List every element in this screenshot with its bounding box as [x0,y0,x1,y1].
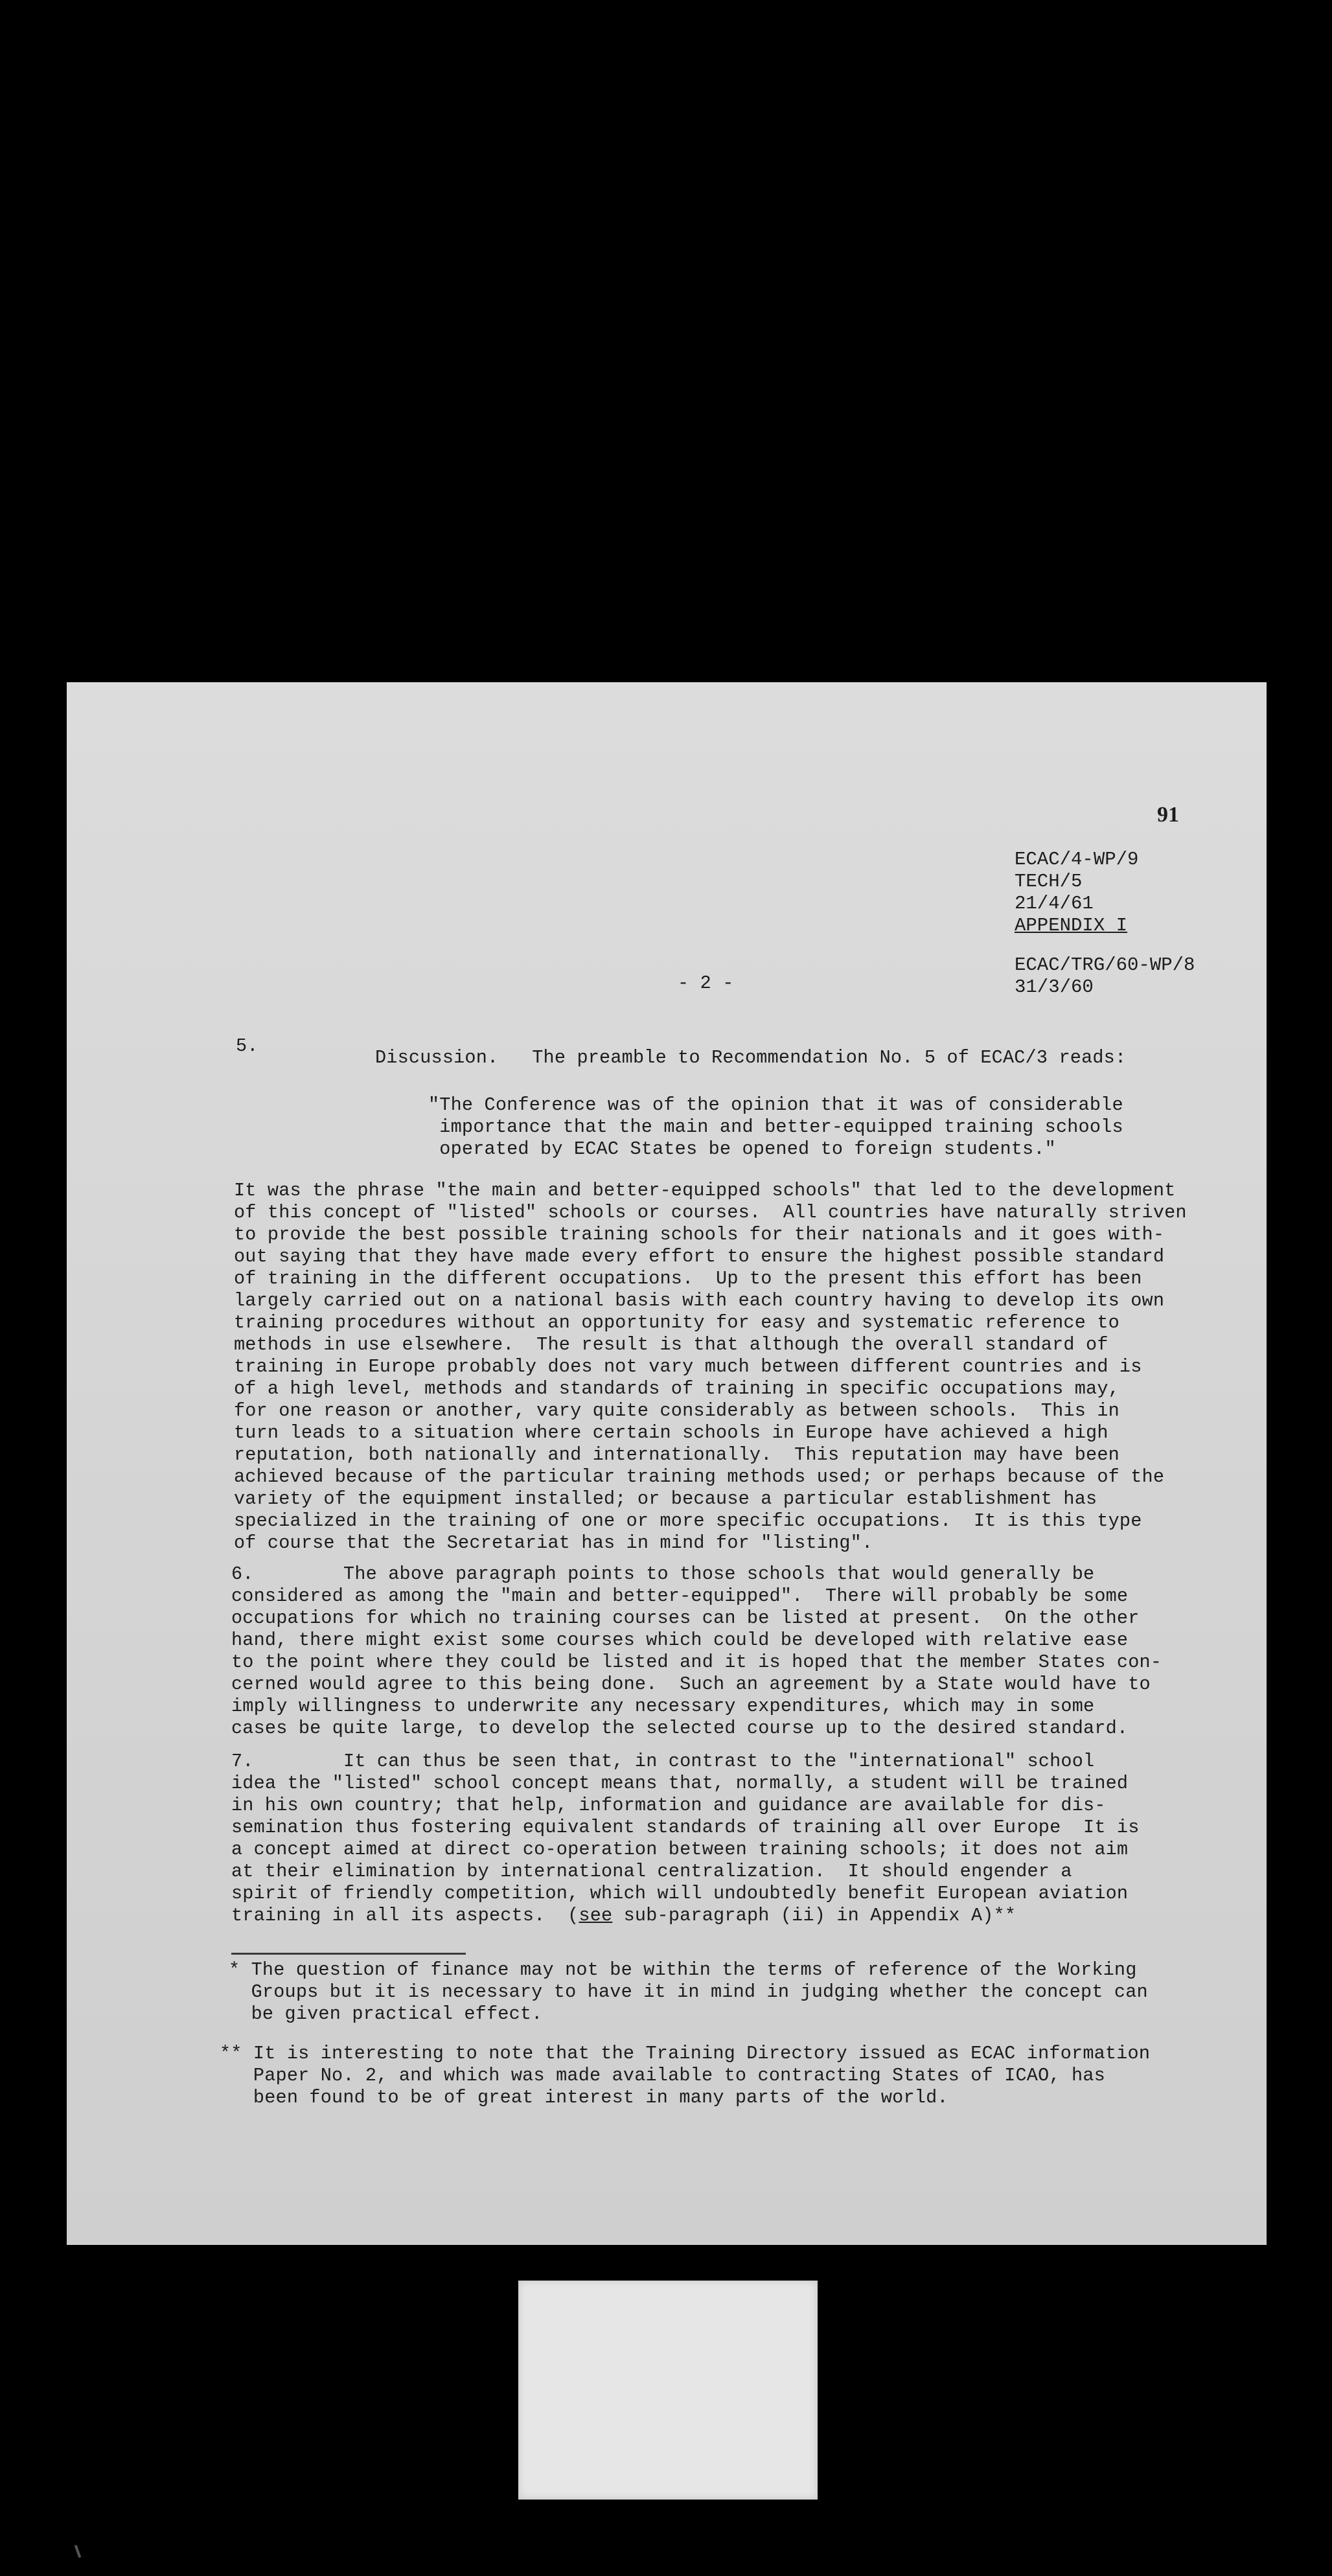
body-line-last [231,1905,1016,1927]
reference-line-3: 21/4/61 [1015,893,1094,914]
body-line: training procedures without an opportunity for easy and systematic reference to [234,1312,1120,1333]
document-page [67,682,1267,2245]
body-line: of course that the Secretariat has in mind for "listing". [234,1532,873,1554]
body-line: cases be quite large, to develop the selected course up to the desired standard. [231,1718,1129,1739]
body-line: training in Europe probably does not vary much between different countries and is [234,1356,1142,1377]
footnote-divider [231,1953,466,1955]
footnote-line: Paper No. 2, and which was made available to contracting States of ICAO, has [220,2065,1105,2086]
body-line: turn leads to a situation where certain schools in Europe have achieved a high [234,1422,1108,1443]
body-line: reputation, both nationally and internationally. This reputation may have been [234,1444,1120,1466]
section-5-number: 5. [236,1035,258,1057]
body-line: of this concept of "listed" schools or courses. All countries have naturally striven [234,1202,1187,1223]
footnote-line: Groups but it is necessary to have it in mind in judging whether the concept can [229,1981,1148,2003]
quote-line: "The Conference was of the opinion that it was of considerable [428,1094,1123,1116]
body-line: It was the phrase "the main and better-equipped schools" that led to the development [234,1180,1176,1201]
body-line: variety of the equipment installed; or because a particular establishment has [234,1488,1097,1510]
footnote-line: be given practical effect. [229,2003,543,2025]
body-line: in his own country; that help, information and guidance are available for dis- [231,1795,1106,1816]
scan-mark [75,2545,82,2558]
footnote-line: ** It is interesting to note that the Training Directory issued as ECAC information [220,2043,1151,2064]
body-line: spirit of friendly competition, which will undoubtedly benefit European aviation [231,1883,1129,1904]
appendix-label: APPENDIX I [1015,915,1128,936]
body-line: semination thus fostering equivalent standards of training all over Europe It is [231,1817,1140,1838]
body-line: considered as among the "main and better-equipped". There will probably be some [231,1585,1129,1607]
body-line: hand, there might exist some courses which could be developed with relative ease [231,1629,1129,1651]
body-line: 6. The above paragraph points to those schools that would generally be [231,1563,1095,1585]
body-line: largely carried out on a national basis with each country having to develop its own [234,1290,1165,1311]
reference2-line-1: ECAC/TRG/60-WP/8 [1015,954,1195,976]
see-word: see [579,1905,613,1926]
footnote-line: been found to be of great interest in many parts of the world. [220,2087,948,2108]
body-line: idea the "listed" school concept means that, normally, a student will be trained [231,1773,1129,1794]
quote-line: importance that the main and better-equipped training schools [428,1116,1123,1138]
body-line: imply willingness to underwrite any necessary expenditures, which may in some [231,1696,1095,1717]
quote-line: operated by ECAC States be opened to foreign students." [428,1138,1056,1160]
section-5-intro: Discussion. The preamble to Recommendation No. 5 of ECAC/3 reads: [375,1047,1127,1068]
reference-line-2: TECH/5 [1015,871,1083,892]
body-line: at their elimination by international centralization. It should engender a [231,1861,1072,1882]
page-number: 91 [1157,803,1179,827]
body-line: methods in use elsewhere. The result is that although the overall standard of [234,1334,1108,1355]
blank-card [518,2281,818,2500]
footnote-line: * The question of finance may not be within the terms of reference of the Working [229,1959,1137,1981]
body-line: specialized in the training of one or more specific occupations. It is this type [234,1510,1142,1532]
body-line: cerned would agree to this being done. Such an agreement by a State would have to [231,1673,1151,1695]
body-line: out saying that they have made every effort to ensure the highest possible standard [234,1246,1165,1267]
reference-line-1: ECAC/4-WP/9 [1015,849,1139,870]
last-line-start: training in all its aspects. ( [231,1905,579,1926]
body-line: to the point where they could be listed and it is hoped that the member States con- [231,1651,1162,1673]
body-line: occupations for which no training courses can be listed at present. On the other [231,1607,1140,1629]
body-line: to provide the best possible training schools for their nationals and it goes with- [234,1224,1165,1245]
last-line-end: sub-paragraph (ii) in Appendix A)** [612,1905,1016,1926]
body-line: 7. It can thus be seen that, in contrast to the "international" school [231,1751,1095,1772]
body-line: of training in the different occupations. Up to the present this effort has been [234,1268,1142,1289]
body-line: of a high level, methods and standards of training in specific occupations may, [234,1378,1120,1399]
body-line: achieved because of the particular training methods used; or perhaps because of the [234,1466,1165,1488]
body-line: for one reason or another, vary quite considerably as between schools. This in [234,1400,1120,1421]
center-page-marker: - 2 - [678,972,734,994]
body-line: a concept aimed at direct co-operation between training schools; it does not aim [231,1839,1129,1860]
reference2-line-2: 31/3/60 [1015,976,1094,998]
